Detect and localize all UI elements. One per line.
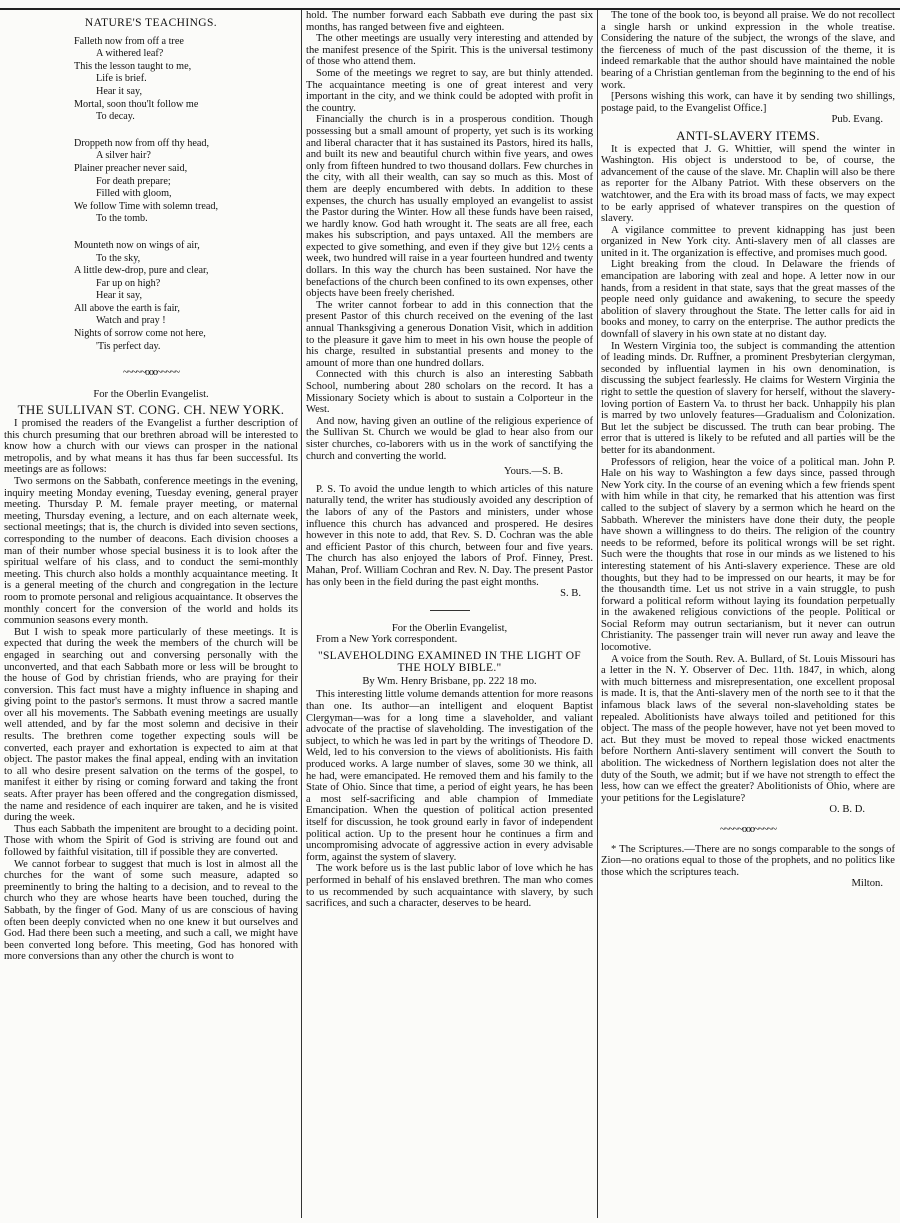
postscript: P. S. To avoid the undue length to which articles of this nature naturally tend, the writer has studiously avoided any description of the labors of any of the Pastors and ministers, under whose influence this church has advanced and prospered. He desires however in this note to add, that Rev. S. D. Cochran was the able and efficient Pastor of this church, between four and five years. The church has also enjoyed the labors of Prof. Finney, Prest. Mahan, Prof. William Cochran and Rev. N. Day. The present Pastor has only been in the field during the past eight months. — [306, 483, 593, 588]
paragraph: The tone of the book too, is beyond all praise. We do not recollect a single harsh or unkind expression in the whole treatise. Considering the nature of the subject, the wrongs of the slave, and the fierceness of much of the past discussion of the theme, it is indeed remarkable that the author should have maintained the noble bearing of a Christian gentleman from the beginning to the end of his work. — [601, 10, 895, 91]
signature: Yours.—S. B. — [504, 466, 563, 478]
paragraph: Some of the meetings we regret to say, are but thinly attended. The acquaintance meeting is one of great interest and very important in the city, and we think could be adopted with profit in the country. — [306, 67, 593, 114]
poem-line: Plainer preacher never said, — [74, 162, 188, 174]
item: Light breaking from the cloud. In Delaware the friends of emancipation are laboring with zeal and hope. A letter now in our hands, from a resident in that state, says that the great masses of the people need only guidance and awakening, to secure the speedy abolition of slavery throughout the State. The letter calls for aid in books and money, to carry on the enterprise. The author predicts the downfall of slavery in his own state at no distant day. — [601, 259, 895, 341]
poem-line: A withered leaf? — [96, 48, 164, 60]
signature: Pub. Evang. — [831, 114, 883, 126]
poem-line: Hear it say, — [96, 290, 143, 302]
item: * The Scriptures.—There are no songs comparable to the songs of Zion—no orations equal to those of the prophets, and no politics like those which the scriptures teach. — [601, 843, 895, 878]
poem-line: To decay. — [96, 111, 135, 123]
poem-line: To the tomb. — [96, 213, 148, 225]
item: Professors of religion, hear the voice of a political man. John P. Hale on his way to Washington a few days since, passed through New York city. In the course of an evening which a few friends spent with him while in that city, he remarked that his attention was first called to the subject of slavery by a sermon which he heard on the Sabbath. Wherever the ministers have done their duty, the people have shown a willingness to do theirs. The religion of the country needs to be reformed, before its political wrongs will be set right. Such were the thoughts that rose in our minds as we listened to his interesting statement of his Anti-slavery experience. These are old thoughts, but they had to be impressed on our hearts, it may be for the thousandth time. Let us not strive in a vain struggle, to push forward a political reform without laying its foundation perpetually in the awakened religious convictions of the people. Political or Social Reform may outrun sectarianism, but it never can outrun Christianity. The passenger train will never run away and leave the locomotive. — [601, 456, 895, 654]
item: It is expected that J. G. Whittier, will spend the winter in Washington. His object is understood to be, of course, the advancement of the cause of the slave. Mr. Chaplin will also be there as reporter for the Albany Patriot. With these observers on the watchtower, and the Era with its broad mass of facts, we may expect to be early apprised of whatever transpires on the question of slavery. — [601, 143, 895, 225]
poem-line: Mortal, soon thou'lt follow me — [74, 98, 199, 110]
paragraph: I promised the readers of the Evangelist a further description of this church presuming that our brethren abroad will be interested to know how a church with our views can prosper in the national metropolis, and by what means it has thus far been successful. Its meetings are as follows: — [4, 418, 298, 476]
paragraph: hold. The number forward each Sabbath eve during the past six months, has ranged between five and eighteen. — [306, 10, 593, 33]
poem-line: All above the earth is fair, — [74, 302, 180, 314]
source-line: For the Oberlin Evangelist. — [93, 388, 209, 400]
paragraph: Two sermons on the Sabbath, conference meetings in the evening, inquiry meeting Monday evening, Tuesday evening, general prayer meeting. Thursday P. M. female prayer meeting, or maternal meeting, Thursday evening, a lecture, and on each alternate week, sectional meetings; that is, the church is divided into seven sections, corresponding to the number of deacons. Each division chooses a man of their number whose special business it is to look after the spiritual welfare of his class, and to conduct the semi-monthly meeting. This church also holds a monthly acquaintance meeting. It is a general meeting of the church and congregation in the lecture room to promote personal and religious acquaintance. It observes the monthly concert for the conversion of the world and holds its communion seasons every month. — [4, 476, 298, 627]
poem-line: Nights of sorrow come not here, — [74, 328, 206, 340]
paragraph: Connected with this church is also an interesting Sabbath School, numbering about 280 scholars on the record. It has a Missionary Society which is about to sustain a Colporteur in the West. — [306, 369, 593, 416]
ornament-divider: ~~~~~ooo~~~~~ — [122, 367, 180, 379]
poem-line: Far up on high? — [96, 277, 161, 289]
poem — [74, 36, 298, 354]
poem-line: Life is brief. — [96, 73, 147, 85]
column-rule — [301, 10, 302, 1218]
poem-line: A silver hair? — [96, 150, 151, 162]
paragraph: We cannot forbear to suggest that much is lost in almost all the churches for the want of some such measure, adapted so preeminently to bring the halting to a decision, and to reveal to the church who they are whose hearts have been touched, during the Sabbath, by the finger of God. Many of us are conscious of having often been deeply convicted when no one knew it but ourselves and God. Had there been such a meeting, and such a call, we might have been converted long before. This meeting, God has honored with more conversions than any other the church is wont to — [4, 858, 298, 963]
source-line: For the Oberlin Evangelist, — [391, 622, 508, 634]
poem-line: 'Tis perfect day. — [96, 340, 161, 352]
poem-line: Filled with gloom, — [96, 188, 172, 200]
section-title: ANTI-SLAVERY ITEMS. — [676, 127, 820, 143]
poem-line: For death prepare; — [96, 175, 171, 187]
poem-line: Falleth now from off a tree — [74, 35, 184, 47]
poem-line: We follow Time with solemn tread, — [74, 200, 219, 212]
source-line: From a New York correspondent. — [316, 634, 458, 646]
column-1 — [4, 10, 298, 1218]
top-border — [0, 0, 900, 10]
paragraph: The writer cannot forbear to add in this connection that the present Pastor of this church received on the evening of the last annual Thanksgiving a generous Donation Visit, which in addition to the pleasure it gave him to meet in his own house the people of his charge, resulted in substantial presents and money to the amount of more than one hundred dollars. — [306, 299, 593, 369]
column-rule — [597, 10, 598, 1218]
paragraph: But I wish to speak more particularly of these meetings. It is expected that during the week the members of the church will be engaged in searching out and conversing personally with the unconverted, and that each Sabbath more or less will be brought to the house of God by christian friends, who are praying for their conversion. This fact must have a mighty influence in shaping and giving point to the pastor's sermons. It must throw a sacred mantle over all his movements. The Sabbath evening meetings are usually well attended, and by far the most solemn and decisive in their results. The brethren come together expecting souls will be converted, each prayer and exhortation is expected to aim at that object. The pastor makes the final appeal, ending with an invitation to all who desire present salvation on the terms of the gospel, to manifest it either by rising or coming forward and taking the front seats. After prayer has been offered and the congregation dismissed, the name and residence of each inquirer are taken, and he is visited during the week. — [4, 626, 298, 824]
stanza-gap — [74, 226, 298, 240]
paragraph: Financially the church is in a prosperous condition. Though possessing but a small amount of property, yet such is its working and liberal character that it has sustained its Pastors, hired its halls, and built its new and beautiful church within five years, and owes only from fifteen hundred to two thousand dollars. Few churches in the city, with all their wealth, can say so much as this. Most of them are deeply encumbered with debts. In addition to these expenses, the church has usually employed an evangelist to assist the Pastor during the Winter. How all these funds have been raised, we hardly know. God hath wrought it. The seats are all free, each makes his subscription, and pays untaxed. All the members are expected to give something, and even if they give but 12½ cents a week, two hundred will raise in a year fourteen hundred and twenty dollars. In this way the church has been sustained. Nor have the benefactions of the church been confined to its own expenses, other objects have been freely cherished. — [306, 114, 593, 300]
column-3 — [601, 10, 895, 1218]
item: A vigilance committee to prevent kidnapping has just been organized in New York city. Anti-slavery men of all classes are united in it. The organization is effective, and promises much good. — [601, 224, 895, 259]
column-2 — [306, 10, 593, 1218]
poem-line: Droppeth now from off thy head, — [74, 137, 210, 149]
poem-line: This the lesson taught to me, — [74, 60, 192, 72]
poem-line: Hear it say, — [96, 85, 143, 97]
review-byline: By Wm. Henry Brisbane, pp. 222 18 mo. — [362, 675, 537, 687]
poem-line: To the sky, — [96, 252, 141, 264]
paragraph: This interesting little volume demands attention for more reasons than one. Its author—an intelligent and eloquent Baptist Clergyman—was for a long time a slaveholder, and valiant advocate of the practise of slaveholding. The investigation of the subject, to which he was led in part by the writings of Theodore D. Weld, led to his conversion to the views of abolitionists. His faith produced works. A large number of slaves, some 30 we think, all he had, were emancipated. He removed them and his family to the State of Ohio. Since that time, a period of eight years, he has been a most self-sacrificing and able champion of Immediate Emancipation. When the question of political action presented itself for discussion, he took ground early in favor of independent political action. Up to the present hour he continues a firm and uncompromising advocate of aggressive action in every advisable form, against the system of slavery. — [306, 689, 593, 863]
review-title: "SLAVEHOLDING EXAMINED IN THE LIGHT OF THE HOLY BIBLE." — [317, 649, 581, 674]
divider — [430, 610, 470, 611]
signature: S. B. — [560, 588, 581, 600]
ornament-divider: ~~~~~ooo~~~~~ — [719, 823, 777, 835]
signature: O. B. D. — [829, 804, 865, 816]
poem-title: NATURE'S TEACHINGS. — [84, 17, 218, 29]
paragraph: [Persons wishing this work, can have it by sending two shillings, postage paid, to the Evangelist Office.] — [601, 91, 895, 114]
item: A voice from the South. Rev. A. Bullard, of St. Louis Missouri has a letter in the N. Y. Observer of Dec. 11th. 1847, in which, along with much bitterness and misrepresentation, one excellent proposal is made. It is, that the Anti-slavery men of the north see to it that the infamous black laws of the several non-slaveholding states be repealed. Abolitionists have always toiled and petitioned for this object. The mass of the people however, have not yet been moved to act. But they must be moved to repeal those wicked enactments before Northern Anti-slavery sentiment will convert the South to abolition. The wickedness of Northern legislation does not alter the duty of the South, we admit; but if we have not strength to effect the less, how can we effect the greater? Abolitionists of Ohio, where are your petitions for the Legislature? — [601, 653, 895, 804]
paragraph: Thus each Sabbath the impenitent are brought to a deciding point. Those with whom the Spirit of God is striving are found out and followed by faithful visitation, till if possible they are converted. — [4, 823, 298, 858]
paragraph: The other meetings are usually very interesting and attended by the manifest presence of the Spirit. This is the universal testimony of those who attend them. — [306, 33, 593, 68]
article-title: THE SULLIVAN ST. CONG. CH. NEW YORK. — [17, 402, 285, 418]
signature: Milton. — [851, 878, 883, 890]
paragraph: The work before us is the last public labor of love which he has performed in behalf of his enslaved brethren. The man who comes to us recommended by such acquaintance with slavery, by such sacrifices, and such a character, deserves to be heard. — [306, 863, 593, 910]
stanza-gap — [74, 124, 298, 138]
poem-line: Mounteth now on wings of air, — [74, 239, 200, 251]
poem-line: Watch and pray ! — [96, 315, 166, 327]
item: In Western Virginia too, the subject is commanding the attention of leading minds. Dr. Ruffner, a prominent Presbyterian clergyman, seconded by influential laymen in his own denomination, is discussing the subject fearlessly. He claims for Western Virginia the right to settle the question of slavery for herself, without the slavery-loving portion of Eastern Va. to thrust her back. Unhappily his plan is marred by two unlovely features—Gradualism and Colonization. But let the subject be discussed. The truth can bear probing. The error that is uttered is likely to be refuted and all parties will be the better for its abandonment. — [601, 340, 895, 456]
poem-line: A little dew-drop, pure and clear, — [74, 265, 209, 277]
paragraph: And now, having given an outline of the religious experience of the Sullivan St. Church we would be glad to hear also from our sister churches, co-laborers with us in the work of sanctifying the church and converting the world. — [306, 415, 593, 462]
